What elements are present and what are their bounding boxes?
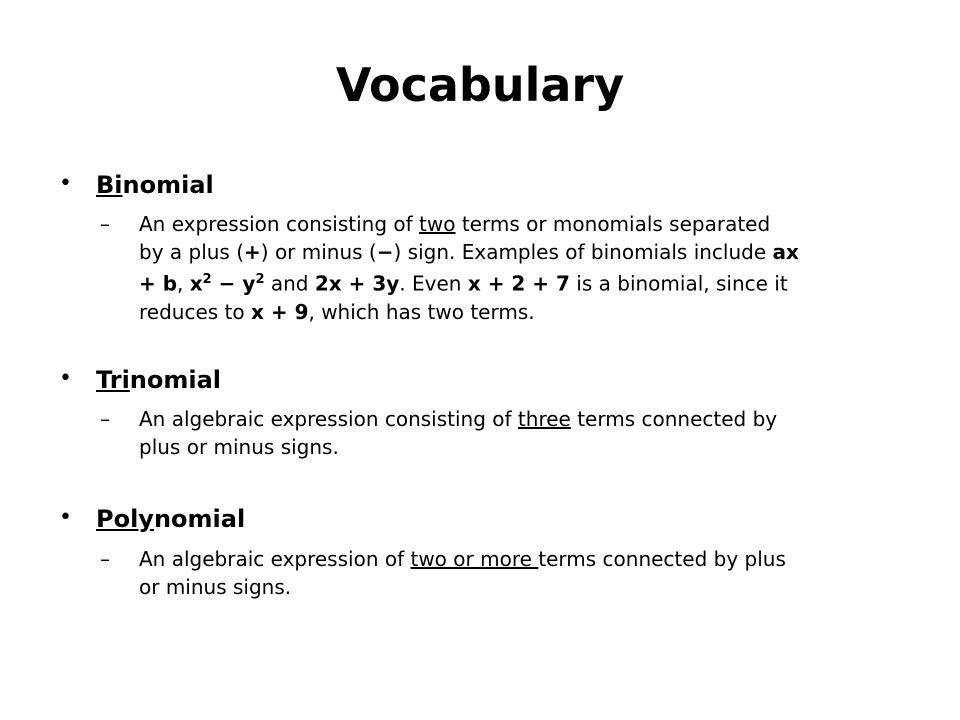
definition-line: plus or minus signs. <box>139 435 339 459</box>
term-underlined-part: Tri <box>96 366 130 394</box>
term-trinomial <box>59 366 222 395</box>
definition-trinomial <box>100 405 891 461</box>
bullet-icon: • <box>59 171 72 196</box>
dash-icon: – <box>100 547 110 571</box>
definition-line: + b, $x^2 - y^2$ and 2x + 3y. Even x + 2 + 7 is a binomial, since it <box>139 271 788 296</box>
definition-line: An algebraic expression consisting of three terms connected by <box>139 407 778 431</box>
term-underlined-part: Poly <box>96 505 154 533</box>
definition-line: by a plus (+) or minus (−) sign. Examples of binomials include ax <box>139 240 799 264</box>
definition-line: An algebraic expression of two or more terms connected by plus <box>139 547 786 571</box>
term-rest: nomial <box>153 505 246 533</box>
term-rest: nomial <box>129 366 222 394</box>
definition-polynomial <box>100 545 891 601</box>
term-binomial <box>59 171 214 200</box>
term-rest: nomial <box>122 171 214 199</box>
definition-line: reduces to x + 9, which has two terms. <box>139 299 535 324</box>
term-underlined-part: Bi <box>96 171 123 199</box>
dash-icon: – <box>100 407 110 431</box>
bullet-icon: • <box>59 366 72 391</box>
definition-line: or minus signs. <box>139 575 292 599</box>
definition-binomial <box>100 210 891 326</box>
definition-line: An expression consisting of two terms or monomials separated <box>139 212 771 236</box>
dash-icon: – <box>100 212 110 236</box>
slide-title: Vocabulary <box>335 58 625 112</box>
bullet-icon: • <box>59 505 72 530</box>
term-polynomial <box>59 505 246 534</box>
